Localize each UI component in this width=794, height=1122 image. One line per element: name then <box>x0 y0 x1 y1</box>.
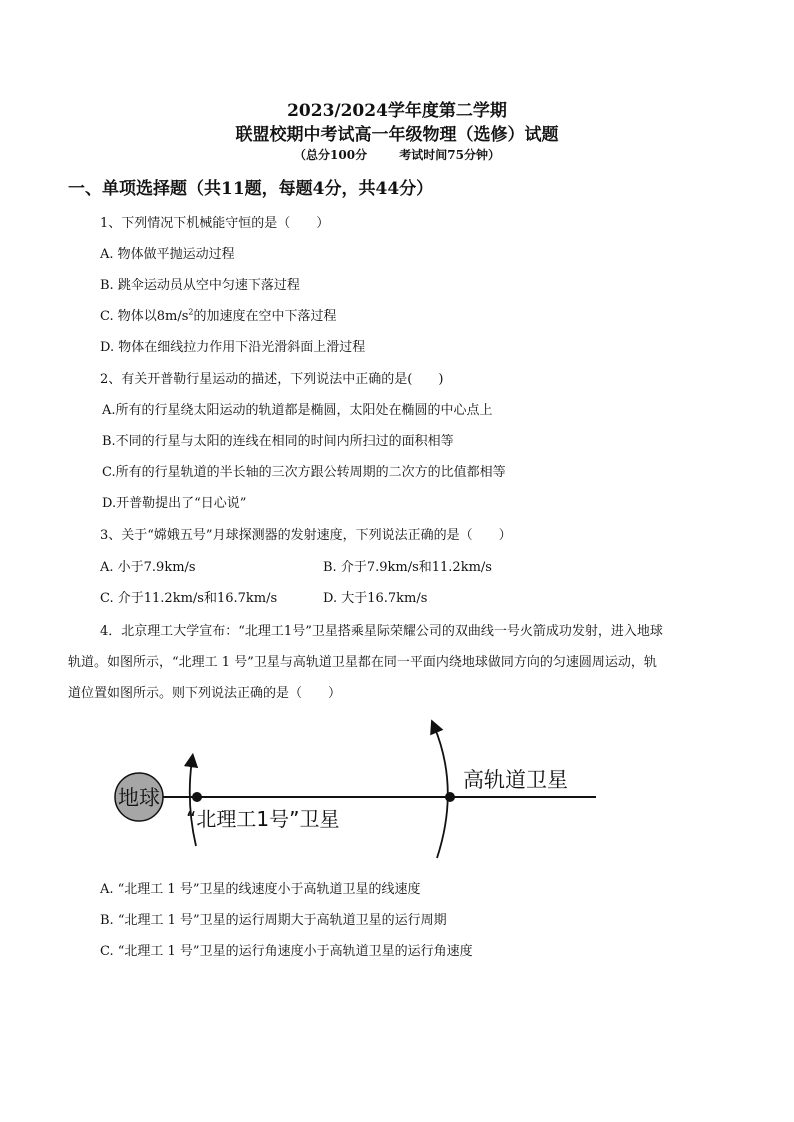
q4-option-b: B. “北理工 1 号”卫星的运行周期大于高轨道卫星的运行周期 <box>100 913 447 928</box>
exam-title-line1: 2023/2024学年度第二学期 <box>287 101 507 121</box>
high-orbit-arc <box>434 726 448 858</box>
q2-option-d: D.开普勒提出了“日心说” <box>102 496 247 511</box>
q4-stem-line3: 道位置如图所示。则下列说法正确的是（ ） <box>68 686 342 701</box>
q1-option-d: D. 物体在细线拉力作用下沿光滑斜面上滑过程 <box>100 340 366 355</box>
low-orbit-arc <box>190 760 196 846</box>
orbit-diagram <box>100 708 598 862</box>
exam-subtitle <box>0 146 794 163</box>
q2-option-b: B.不同的行星与太阳的连线在相同的时间内所扫过的面积相等 <box>102 434 454 449</box>
exam-title-line2: 联盟校期中考试高一年级物理（选修）试题 <box>235 125 559 145</box>
satellite1-dot <box>192 792 202 802</box>
q1-option-c-pre: C. 物体以8m/s <box>100 309 189 324</box>
q4-option-c: C. “北理工 1 号”卫星的运行角速度小于高轨道卫星的运行角速度 <box>100 944 473 959</box>
q4-stem-line2: 轨道。如图所示，“北理工 1 号”卫星与高轨道卫星都在同一平面内绕地球做同方向的匀速圆周运动，轨 <box>68 655 657 670</box>
q3-stem: 3、关于“嫦娥五号”月球探测器的发射速度，下列说法正确的是（ ） <box>100 528 512 543</box>
section-heading: 一、单项选择题（共11题，每题4分，共44分） <box>68 179 434 199</box>
q4-option-a: A. “北理工 1 号”卫星的线速度小于高轨道卫星的线速度 <box>100 882 421 897</box>
q3-option-b: B. 介于7.9km/s和11.2km/s <box>323 560 492 575</box>
exam-time: 考试时间75分钟） <box>399 148 500 162</box>
q1-option-c-sup: 2 <box>188 307 194 317</box>
q1-stem: 1、下列情况下机械能守恒的是（ ） <box>100 216 330 231</box>
satellite1-label: “北理工1号”卫星 <box>186 807 340 831</box>
satellite2-label: 高轨道卫星 <box>463 768 568 792</box>
q1-option-b: B. 跳伞运动员从空中匀速下落过程 <box>100 278 300 293</box>
q2-option-a: A.所有的行星绕太阳运动的轨道都是椭圆，太阳处在椭圆的中心点上 <box>102 403 493 418</box>
q2-stem: 2、有关开普勒行星运动的描述，下列说法中正确的是( ) <box>100 372 444 387</box>
satellite2-dot <box>445 792 455 802</box>
q2-option-c: C.所有的行星轨道的半长轴的三次方跟公转周期的二次方的比值都相等 <box>102 465 506 480</box>
q3-option-a: A. 小于7.9km/s <box>100 560 196 575</box>
q1-option-a: A. 物体做平抛运动过程 <box>100 247 235 262</box>
earth-label: 地球 <box>118 786 160 810</box>
total-score: （总分100分 <box>294 148 368 162</box>
q1-option-c-post: 的加速度在空中下落过程 <box>193 309 337 324</box>
q4-stem-line1: 4．北京理工大学宣布：“北理工1号”卫星搭乘星际荣耀公司的双曲线一号火箭成功发射，进入地球 <box>100 624 663 639</box>
q3-option-c: C. 介于11.2km/s和16.7km/s <box>100 591 278 606</box>
q1-option-c <box>100 305 337 324</box>
q3-option-d: D. 大于16.7km/s <box>323 591 428 606</box>
